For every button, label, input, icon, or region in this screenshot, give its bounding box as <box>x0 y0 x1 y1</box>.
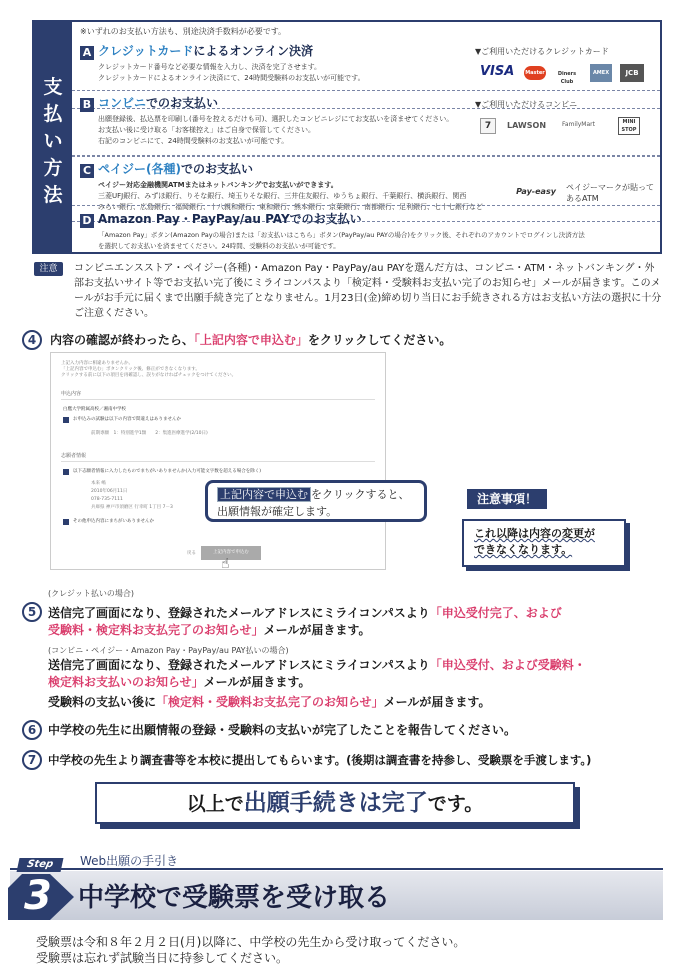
credit-line1: クレジットカード番号など必要な情報を入力し、決済を完了させます。 <box>98 63 322 71</box>
credit-title-rest: によるオンライン決済 <box>193 44 313 58</box>
seven-eleven-logo: 7 <box>480 118 496 134</box>
note-badge: 注意 <box>34 262 63 276</box>
amazon-line1: 「Amazon Pay」ボタン(Amazon Payの場合)または「お支払いはこちら」ボタン(PayPay/au PAYの場合)をクリック後、それぞれのアカウントでログインし決済方法 <box>98 231 585 239</box>
final-line2: 受験票は忘れず試験当日に持参してください。 <box>36 951 289 965</box>
visa-logo: VISA <box>480 64 515 79</box>
letter-d: D <box>80 214 94 228</box>
warning-title: 注意事項！ <box>467 489 547 509</box>
shot-back-button[interactable]: 戻る <box>187 551 196 556</box>
step5-after-hl: 「検定料・受験料お支払完了のお知らせ」 <box>156 695 384 709</box>
payeasy-line2: 三菱UFJ銀行、みずほ銀行、りそな銀行、埼玉りそな銀行、三井住友銀行、ゆうちょ銀行、千葉銀行、横浜銀行、関西 <box>98 192 467 200</box>
step5-card-label: (クレジット払いの場合) <box>48 589 135 598</box>
diners-logo: Diners Club <box>557 71 577 85</box>
step3-badge <box>8 858 74 920</box>
step3-subtitle: Web出願の手引き <box>80 854 179 868</box>
amazon-title-text: Amazon Pay・PayPay/au PAYでのお支払い <box>98 212 362 226</box>
fee-note: ※いずれのお支払い方法も、別途決済手数料が必要です。 <box>80 27 287 36</box>
lawson-logo: LAWSON <box>507 121 547 130</box>
done-big: 出願手続きは完了 <box>243 790 428 816</box>
shot-divider2 <box>61 461 375 462</box>
final-text <box>36 934 465 966</box>
step5-number: 5 <box>22 602 42 622</box>
section-amazon <box>72 205 660 254</box>
step7-number: 7 <box>22 750 42 770</box>
payeasy-line3: みらい銀行、広島銀行、福岡銀行、十八親和銀行、東和銀行、熊本銀行、京葉銀行、南都銀行、足利銀行、七十七銀行など <box>98 203 483 211</box>
ministop-logo: MINI STOP <box>618 117 640 135</box>
shot-check1: お申込みの試験は以下の内容で間違えはありませんか <box>73 417 181 422</box>
step5-card-hl1: 「申込受付完了、および <box>429 606 562 620</box>
familymart-logo: FamilyMart <box>562 121 595 128</box>
step4-highlight: 「上記内容で申込む」 <box>193 333 308 347</box>
letter-a: A <box>80 46 94 60</box>
side-char-2: 払 <box>43 103 63 125</box>
shot-check2: 以下志願者情報に入力したものでまちがいありませんか(入力可能文字数を超える場合を除く) <box>73 469 262 474</box>
shot-checkbox2[interactable] <box>63 469 69 475</box>
step5-other-post: メールが届きます。 <box>203 675 311 689</box>
mastercard-logo: Master <box>524 66 546 80</box>
conv-line1: 出願登録後、払込票を印刷し(番号を控えるだけも可)、選択したコンビニレジにてお支払いを済ませてください。 <box>98 115 454 123</box>
step5-other-hl2: 検定料お支払いのお知らせ」 <box>48 675 204 689</box>
conv-title-rest: でのお支払い <box>146 96 219 110</box>
step3-title: 中学校で受験票を受け取る <box>78 883 391 913</box>
step5-card-hl2: 受験料・検定料お支払完了のお知らせ」 <box>48 623 264 637</box>
credit-avail-label: ▼ご利用いただけるクレジットカード <box>475 47 609 56</box>
step5-other-pre: 送信完了画面になり、登録されたメールアドレスにミライコンパスより <box>48 658 430 672</box>
shot-divider1 <box>61 399 375 400</box>
step5-after-text <box>48 694 490 711</box>
step6-number: 6 <box>22 720 42 740</box>
shot-check3: その他申込内容にまちがいありませんか <box>73 519 154 524</box>
payeasy-title-hl: ペイジー(各種) <box>98 162 181 176</box>
shot-sec1: 申込内容 <box>61 391 82 397</box>
shot-checkbox3[interactable] <box>63 519 69 525</box>
step5-card-text <box>48 605 658 639</box>
side-char-1: 支 <box>43 76 63 98</box>
step5-after-pre: 受験料の支払い後に <box>48 695 157 709</box>
step5-other-label: (コンビニ・ペイジー・Amazon Pay・PayPay/au PAY払いの場合) <box>48 646 289 655</box>
shot-date: 2010年06月11日 <box>91 489 128 494</box>
callout-box <box>205 480 427 522</box>
shot-submit-button[interactable]: 上記内容で申込む <box>201 546 261 560</box>
step5-other-text <box>48 657 658 691</box>
shot-top3: クリックする前に以下の項目を再確認し、誤りがなければチェックをつけてください。 <box>61 373 237 378</box>
callout-line2: 出願情報が確定します。 <box>217 505 338 518</box>
shot-sec2: 志願者情報 <box>61 453 87 459</box>
shot-name: 本来 嶋 <box>91 481 106 486</box>
step4-text <box>50 332 451 349</box>
completion-box <box>95 782 575 824</box>
conv-line3: 右記のコンビニにて、24時間受験料のお支払いが可能です。 <box>98 137 289 145</box>
payment-side-title <box>34 22 72 252</box>
step4-number: 4 <box>22 330 42 350</box>
payeasy-line1: ペイジー対応金融機関ATMまたはネットバンキングでお支払いができます。 <box>98 181 338 189</box>
payeasy-logo-note: ペイジーマークが貼ってあるATM <box>566 183 654 203</box>
letter-b: B <box>80 98 94 112</box>
callout-rest: をクリックすると、 <box>311 488 410 501</box>
pointer-hand-icon: ☝ <box>221 556 230 570</box>
final-line1: 受験票は令和８年２月２日(月)以降に、中学校の先生から受け取ってください。 <box>36 935 466 949</box>
confirm-screenshot <box>50 352 386 570</box>
shot-school: 白鷹大学附属高校／湘南中学校 <box>63 407 126 412</box>
step5-card-post: メールが届きます。 <box>263 623 371 637</box>
shot-exam: 前期専願 1：特別進学1類 2：集進医療進学(2/10日) <box>91 431 208 436</box>
jcb-logo: JCB <box>620 64 644 82</box>
warning-box <box>462 519 626 567</box>
section-convenience <box>72 90 660 156</box>
shot-top1: 上記入力内容に相違ありませんか。 <box>61 361 133 366</box>
payeasy-logo: Pay-easy <box>516 187 556 196</box>
payment-methods-box <box>32 20 662 254</box>
step5-card-pre: 送信完了画面になり、登録されたメールアドレスにミライコンパスより <box>48 606 430 620</box>
letter-c: C <box>80 164 94 178</box>
payeasy-title <box>80 160 660 178</box>
step5-other-hl1: 「申込受付、および受験料・ <box>429 658 586 672</box>
amazon-title <box>80 210 660 228</box>
step4-post: をクリックしてください。 <box>307 333 452 347</box>
step3-badge-label: Step <box>17 858 64 872</box>
shot-tel: 078-735-7111 <box>91 497 123 502</box>
side-char-4: 方 <box>43 157 63 179</box>
warning-line2: できなくなります。 <box>474 543 573 556</box>
credit-title-hl: クレジットカード <box>98 44 194 58</box>
note-text: コンビニエンスストア・ペイジー(各種)・Amazon Pay・PayPay/au PAYを選んだ方は、コンビニ・ATM・ネットバンキング・外部お支払いサイト等でお支払い完了後にミライコンパスより「検定料・受験料お支払い完了のお知らせ」メールが届きます。このメールがお手元に届くまで出願手続き完了となりません。1月23日(金)締め切り当日にお手続きされる方はお支払い方法の選択に十分ご注意ください。 <box>74 263 662 319</box>
step5-after-post: メールが届きます。 <box>383 695 491 709</box>
step3-number: 3 <box>24 873 52 919</box>
conv-title-hl: コンビニ <box>98 96 147 110</box>
shot-addr: 兵庫県 神戸市須磨区 行幸町 1丁目 7－3 <box>91 505 173 510</box>
side-char-3: い <box>43 130 63 152</box>
callout-button-label: 上記内容で申込む <box>217 487 311 502</box>
conv-line2: お支払い後に受け取る「お客様控え」はご自身で保管してください。 <box>98 126 315 134</box>
conv-avail-label: ▼ご利用いただけるコンビニ <box>475 100 578 109</box>
callout-line1 <box>217 486 424 503</box>
done-post: です。 <box>427 793 484 815</box>
payeasy-title-rest: でのお支払い <box>180 162 253 176</box>
step7-text: 中学校の先生より調査書等を本校に提出してもらいます。(後期は調査書を持参し、受験票を手渡します。) <box>48 753 592 767</box>
step4-pre: 内容の確認が終わったら、 <box>50 333 194 347</box>
side-char-5: 法 <box>43 184 63 206</box>
amex-logo: AMEX <box>590 64 612 82</box>
shot-top2: 「上記内容で申込む」ボタンクリック後、修正ができなくなります。 <box>61 367 200 372</box>
warning-line1: これ以降は内容の変更が <box>474 527 595 540</box>
done-pre: 以上で <box>186 793 244 815</box>
step6-text: 中学校の先生に出願情報の登録・受験料の支払いが完了したことを報告してください。 <box>48 723 517 737</box>
credit-line2: クレジットカードによるオンライン決済にて、24時間受験料のお支払いが可能です。 <box>98 74 365 82</box>
shot-checkbox1[interactable] <box>63 417 69 423</box>
amazon-line2: を選択してお支払いを済ませてください。24時間、受験料のお支払いが可能です。 <box>98 242 340 250</box>
